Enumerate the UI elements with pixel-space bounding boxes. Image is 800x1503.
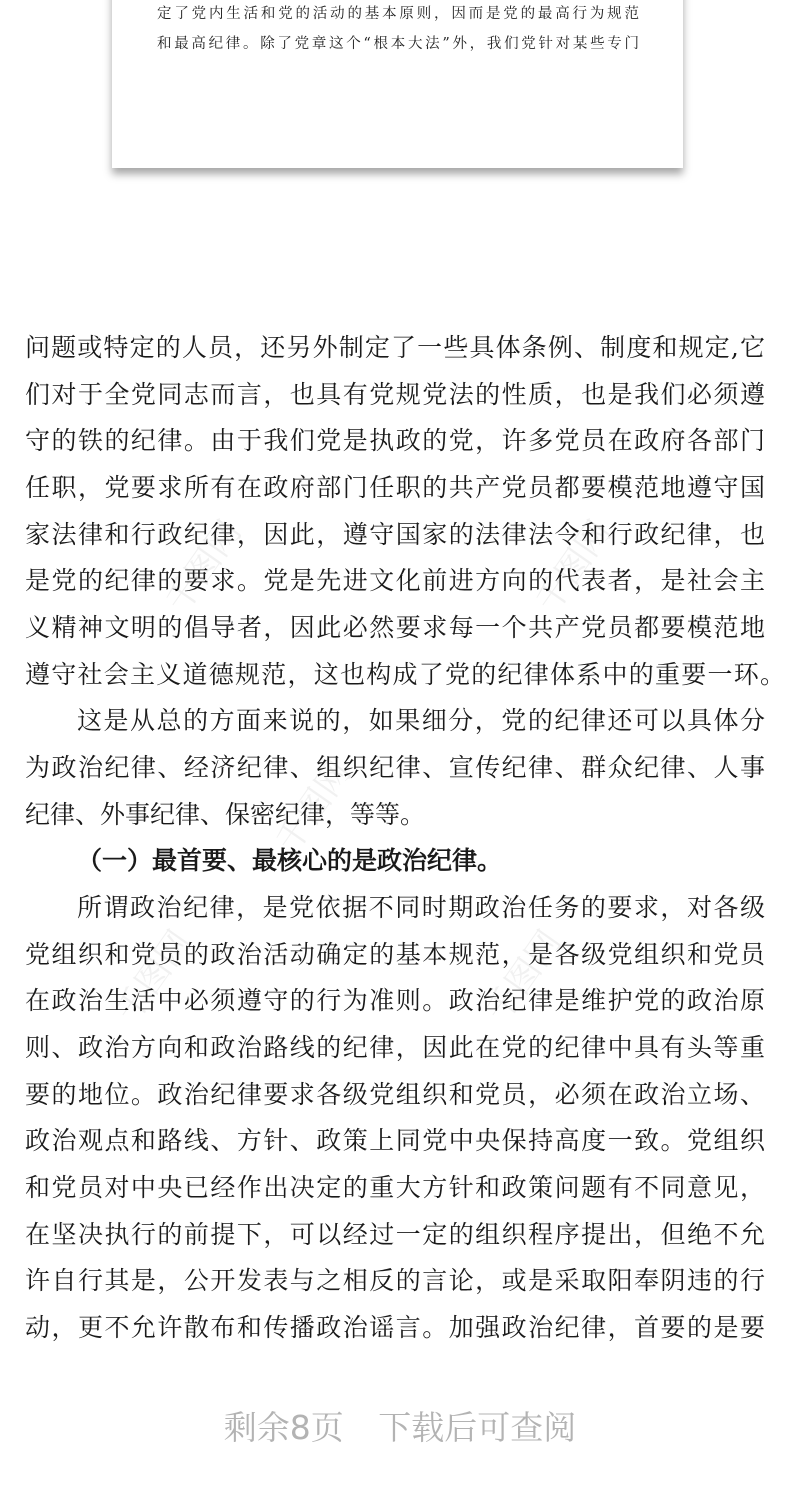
section-heading: （一）最首要、最核心的是政治纪律。: [77, 846, 503, 875]
text-line: 遵守社会主义道德规范，这也构成了党的纪律体系中的重要一环。: [25, 660, 785, 689]
download-prompt[interactable]: [0, 1402, 800, 1449]
text-line: 这是从总的方面来说的，如果细分，党的纪律还可以具体分: [77, 706, 765, 735]
text-line: 家法律和行政纪律，因此，遵守国家的法律法令和行政纪律，也: [25, 520, 765, 549]
text-line: 和党员对中央已经作出决定的重大方针和政策问题有不同意见，: [25, 1173, 765, 1202]
text-line: 许自行其是，公开发表与之相反的言论，或是采取阳奉阴违的行: [25, 1266, 765, 1295]
watermark: 千图网: [158, 513, 250, 620]
text-line: 问题或特定的人员，还另外制定了一些具体条例、制度和规定,它: [25, 333, 765, 362]
watermark: 千图网: [528, 513, 620, 620]
text-line: 在坚决执行的前提下，可以经过一定的组织程序提出，但绝不允: [25, 1220, 765, 1249]
text-line: 动，更不允许散布和传播政治谣言。加强政治纪律，首要的是要: [25, 1313, 765, 1342]
preview-page-card: [112, 0, 683, 168]
text-line: 党组织和党员的政治活动确定的基本规范，是各级党组织和党员: [25, 940, 765, 969]
text-line: 则、政治方向和政治路线的纪律，因此在党的纪律中具有头等重: [25, 1033, 765, 1062]
text-line: 政治观点和路线、方针、政策上同党中央保持高度一致。党组织: [25, 1126, 765, 1155]
text-line: 为政治纪律、经济纪律、组织纪律、宣传纪律、群众纪律、人事: [25, 753, 765, 782]
remaining-pages-label: 剩余8页: [223, 1408, 344, 1447]
download-to-view-link[interactable]: 下载后可查阅: [378, 1408, 577, 1447]
card-text-line: 和最高纪律。除了党章这个“根本大法”外，我们党针对某些专门: [157, 36, 639, 52]
text-line: 义精神文明的倡导者，因此必然要求每一个共产党员都要模范地: [25, 613, 765, 642]
text-line: 要的地位。政治纪律要求各级党组织和党员，必须在政治立场、: [25, 1080, 765, 1109]
watermark: 千图网: [268, 753, 360, 860]
text-line: 是党的纪律的要求。党是先进文化前进方向的代表者，是社会主: [25, 566, 765, 595]
watermark: 千图网: [108, 923, 200, 1030]
watermark: 千图网: [478, 923, 570, 1030]
text-line: 纪律、外事纪律、保密纪律，等等。: [25, 800, 426, 829]
text-line: 在政治生活中必须遵守的行为准则。政治纪律是维护党的政治原: [25, 986, 765, 1015]
text-line: 守的铁的纪律。由于我们党是执政的党，许多党员在政府各部门: [25, 426, 765, 455]
text-line: 任职，党要求所有在政府部门任职的共产党员都要模范地遵守国: [25, 473, 765, 502]
card-text-line: 定了党内生活和党的活动的基本原则，因而是党的最高行为规范: [157, 6, 639, 22]
text-line: 所谓政治纪律，是党依据不同时期政治任务的要求，对各级: [77, 893, 765, 922]
text-line: 们对于全党同志而言，也具有党规党法的性质，也是我们必须遵: [25, 380, 765, 409]
